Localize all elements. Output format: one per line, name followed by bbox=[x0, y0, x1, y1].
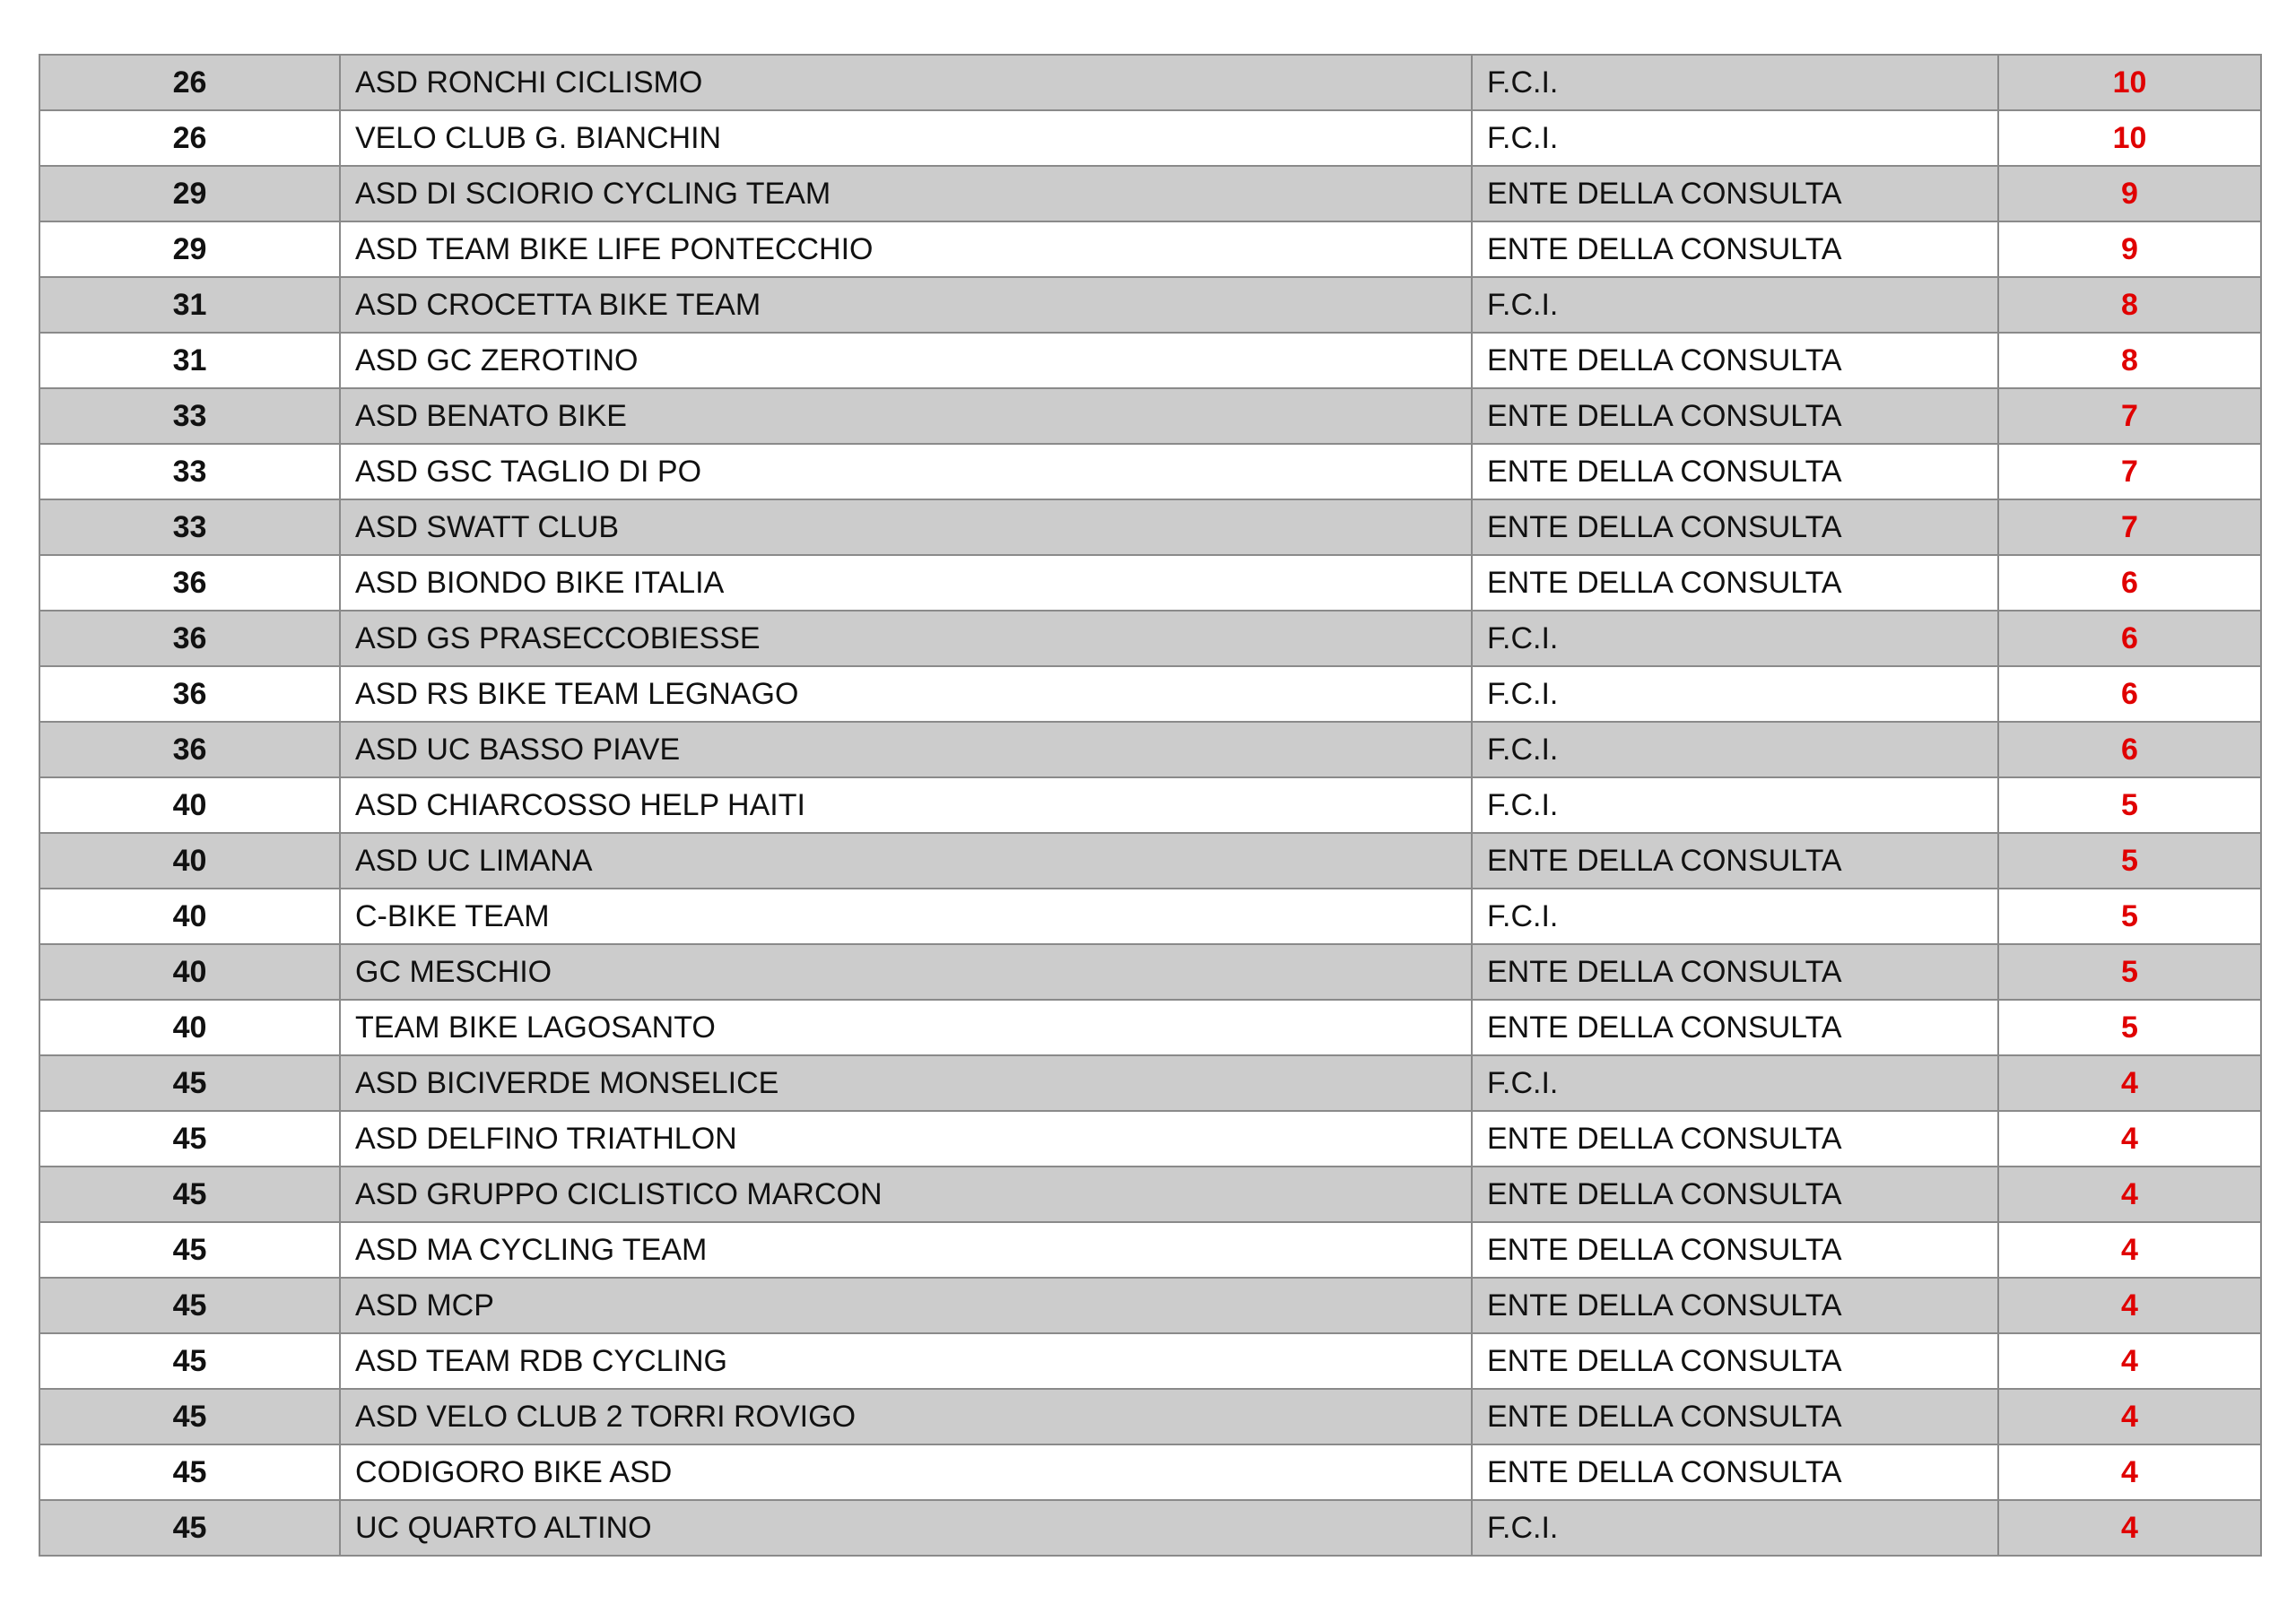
rank-cell: 40 bbox=[39, 1000, 340, 1055]
organization-cell: F.C.I. bbox=[1472, 277, 1998, 333]
team-cell: TEAM BIKE LAGOSANTO bbox=[340, 1000, 1472, 1055]
team-cell: ASD GS PRASECCOBIESSE bbox=[340, 611, 1472, 666]
rank-cell: 36 bbox=[39, 555, 340, 611]
table-row bbox=[39, 555, 2261, 611]
points-cell: 5 bbox=[1998, 833, 2261, 889]
rank-cell: 33 bbox=[39, 388, 340, 444]
team-cell: CODIGORO BIKE ASD bbox=[340, 1444, 1472, 1500]
points-cell: 5 bbox=[1998, 777, 2261, 833]
points-cell: 8 bbox=[1998, 333, 2261, 388]
organization-cell: ENTE DELLA CONSULTA bbox=[1472, 1278, 1998, 1333]
organization-cell: F.C.I. bbox=[1472, 55, 1998, 110]
rank-cell: 40 bbox=[39, 777, 340, 833]
table-row bbox=[39, 444, 2261, 499]
organization-cell: F.C.I. bbox=[1472, 666, 1998, 722]
points-cell: 10 bbox=[1998, 55, 2261, 110]
team-cell: ASD UC BASSO PIAVE bbox=[340, 722, 1472, 777]
points-cell: 7 bbox=[1998, 499, 2261, 555]
table-row bbox=[39, 1444, 2261, 1500]
organization-cell: ENTE DELLA CONSULTA bbox=[1472, 1000, 1998, 1055]
organization-cell: ENTE DELLA CONSULTA bbox=[1472, 444, 1998, 499]
organization-cell: F.C.I. bbox=[1472, 611, 1998, 666]
table-row bbox=[39, 1000, 2261, 1055]
table-row bbox=[39, 110, 2261, 166]
organization-cell: ENTE DELLA CONSULTA bbox=[1472, 1222, 1998, 1278]
points-cell: 6 bbox=[1998, 666, 2261, 722]
team-cell: ASD GSC TAGLIO DI PO bbox=[340, 444, 1472, 499]
table-row bbox=[39, 1222, 2261, 1278]
points-cell: 4 bbox=[1998, 1389, 2261, 1444]
rank-cell: 31 bbox=[39, 277, 340, 333]
rank-cell: 26 bbox=[39, 55, 340, 110]
rank-cell: 45 bbox=[39, 1055, 340, 1111]
table-row bbox=[39, 944, 2261, 1000]
team-cell: ASD DELFINO TRIATHLON bbox=[340, 1111, 1472, 1167]
rank-cell: 45 bbox=[39, 1389, 340, 1444]
table-row bbox=[39, 611, 2261, 666]
table-row bbox=[39, 666, 2261, 722]
team-cell: ASD BENATO BIKE bbox=[340, 388, 1472, 444]
rank-cell: 45 bbox=[39, 1444, 340, 1500]
points-cell: 7 bbox=[1998, 388, 2261, 444]
team-cell: ASD CROCETTA BIKE TEAM bbox=[340, 277, 1472, 333]
points-cell: 8 bbox=[1998, 277, 2261, 333]
organization-cell: ENTE DELLA CONSULTA bbox=[1472, 1389, 1998, 1444]
rank-cell: 45 bbox=[39, 1278, 340, 1333]
ranking-table-body bbox=[39, 55, 2261, 1556]
table-row bbox=[39, 1111, 2261, 1167]
points-cell: 4 bbox=[1998, 1333, 2261, 1389]
organization-cell: ENTE DELLA CONSULTA bbox=[1472, 499, 1998, 555]
rank-cell: 45 bbox=[39, 1111, 340, 1167]
organization-cell: ENTE DELLA CONSULTA bbox=[1472, 944, 1998, 1000]
points-cell: 4 bbox=[1998, 1111, 2261, 1167]
rank-cell: 45 bbox=[39, 1222, 340, 1278]
organization-cell: ENTE DELLA CONSULTA bbox=[1472, 1167, 1998, 1222]
table-row bbox=[39, 277, 2261, 333]
rank-cell: 29 bbox=[39, 221, 340, 277]
points-cell: 4 bbox=[1998, 1500, 2261, 1556]
organization-cell: F.C.I. bbox=[1472, 889, 1998, 944]
points-cell: 4 bbox=[1998, 1222, 2261, 1278]
points-cell: 5 bbox=[1998, 889, 2261, 944]
points-cell: 5 bbox=[1998, 1000, 2261, 1055]
organization-cell: F.C.I. bbox=[1472, 1055, 1998, 1111]
table-row bbox=[39, 833, 2261, 889]
points-cell: 9 bbox=[1998, 221, 2261, 277]
table-row bbox=[39, 166, 2261, 221]
rank-cell: 31 bbox=[39, 333, 340, 388]
team-cell: ASD MA CYCLING TEAM bbox=[340, 1222, 1472, 1278]
organization-cell: ENTE DELLA CONSULTA bbox=[1472, 221, 1998, 277]
ranking-table bbox=[39, 54, 2262, 1557]
rank-cell: 33 bbox=[39, 499, 340, 555]
organization-cell: ENTE DELLA CONSULTA bbox=[1472, 555, 1998, 611]
points-cell: 4 bbox=[1998, 1055, 2261, 1111]
table-row bbox=[39, 1055, 2261, 1111]
team-cell: ASD RS BIKE TEAM LEGNAGO bbox=[340, 666, 1472, 722]
points-cell: 9 bbox=[1998, 166, 2261, 221]
team-cell: ASD GC ZEROTINO bbox=[340, 333, 1472, 388]
team-cell: ASD TEAM BIKE LIFE PONTECCHIO bbox=[340, 221, 1472, 277]
table-row bbox=[39, 722, 2261, 777]
team-cell: GC MESCHIO bbox=[340, 944, 1472, 1000]
points-cell: 10 bbox=[1998, 110, 2261, 166]
organization-cell: F.C.I. bbox=[1472, 777, 1998, 833]
rank-cell: 40 bbox=[39, 944, 340, 1000]
points-cell: 6 bbox=[1998, 722, 2261, 777]
points-cell: 4 bbox=[1998, 1444, 2261, 1500]
table-row bbox=[39, 1333, 2261, 1389]
organization-cell: ENTE DELLA CONSULTA bbox=[1472, 1111, 1998, 1167]
rank-cell: 40 bbox=[39, 833, 340, 889]
team-cell: ASD MCP bbox=[340, 1278, 1472, 1333]
team-cell: C-BIKE TEAM bbox=[340, 889, 1472, 944]
team-cell: ASD TEAM RDB CYCLING bbox=[340, 1333, 1472, 1389]
team-cell: ASD CHIARCOSSO HELP HAITI bbox=[340, 777, 1472, 833]
points-cell: 4 bbox=[1998, 1278, 2261, 1333]
team-cell: ASD DI SCIORIO CYCLING TEAM bbox=[340, 166, 1472, 221]
team-cell: VELO CLUB G. BIANCHIN bbox=[340, 110, 1472, 166]
rank-cell: 36 bbox=[39, 611, 340, 666]
team-cell: UC QUARTO ALTINO bbox=[340, 1500, 1472, 1556]
points-cell: 5 bbox=[1998, 944, 2261, 1000]
rank-cell: 26 bbox=[39, 110, 340, 166]
team-cell: ASD SWATT CLUB bbox=[340, 499, 1472, 555]
table-row bbox=[39, 1167, 2261, 1222]
organization-cell: F.C.I. bbox=[1472, 110, 1998, 166]
organization-cell: ENTE DELLA CONSULTA bbox=[1472, 333, 1998, 388]
rank-cell: 45 bbox=[39, 1500, 340, 1556]
organization-cell: ENTE DELLA CONSULTA bbox=[1472, 833, 1998, 889]
table-row bbox=[39, 388, 2261, 444]
table-row bbox=[39, 777, 2261, 833]
table-row bbox=[39, 1389, 2261, 1444]
rank-cell: 40 bbox=[39, 889, 340, 944]
team-cell: ASD RONCHI CICLISMO bbox=[340, 55, 1472, 110]
table-row bbox=[39, 55, 2261, 110]
organization-cell: ENTE DELLA CONSULTA bbox=[1472, 166, 1998, 221]
table-row bbox=[39, 889, 2261, 944]
team-cell: ASD BIONDO BIKE ITALIA bbox=[340, 555, 1472, 611]
organization-cell: F.C.I. bbox=[1472, 722, 1998, 777]
table-row bbox=[39, 333, 2261, 388]
rank-cell: 36 bbox=[39, 722, 340, 777]
rank-cell: 45 bbox=[39, 1167, 340, 1222]
organization-cell: ENTE DELLA CONSULTA bbox=[1472, 1333, 1998, 1389]
organization-cell: ENTE DELLA CONSULTA bbox=[1472, 388, 1998, 444]
rank-cell: 29 bbox=[39, 166, 340, 221]
rank-cell: 45 bbox=[39, 1333, 340, 1389]
points-cell: 6 bbox=[1998, 555, 2261, 611]
organization-cell: F.C.I. bbox=[1472, 1500, 1998, 1556]
team-cell: ASD UC LIMANA bbox=[340, 833, 1472, 889]
rank-cell: 33 bbox=[39, 444, 340, 499]
table-row bbox=[39, 221, 2261, 277]
organization-cell: ENTE DELLA CONSULTA bbox=[1472, 1444, 1998, 1500]
team-cell: ASD BICIVERDE MONSELICE bbox=[340, 1055, 1472, 1111]
points-cell: 6 bbox=[1998, 611, 2261, 666]
team-cell: ASD VELO CLUB 2 TORRI ROVIGO bbox=[340, 1389, 1472, 1444]
points-cell: 4 bbox=[1998, 1167, 2261, 1222]
team-cell: ASD GRUPPO CICLISTICO MARCON bbox=[340, 1167, 1472, 1222]
points-cell: 7 bbox=[1998, 444, 2261, 499]
table-row bbox=[39, 1278, 2261, 1333]
table-row bbox=[39, 1500, 2261, 1556]
rank-cell: 36 bbox=[39, 666, 340, 722]
table-row bbox=[39, 499, 2261, 555]
